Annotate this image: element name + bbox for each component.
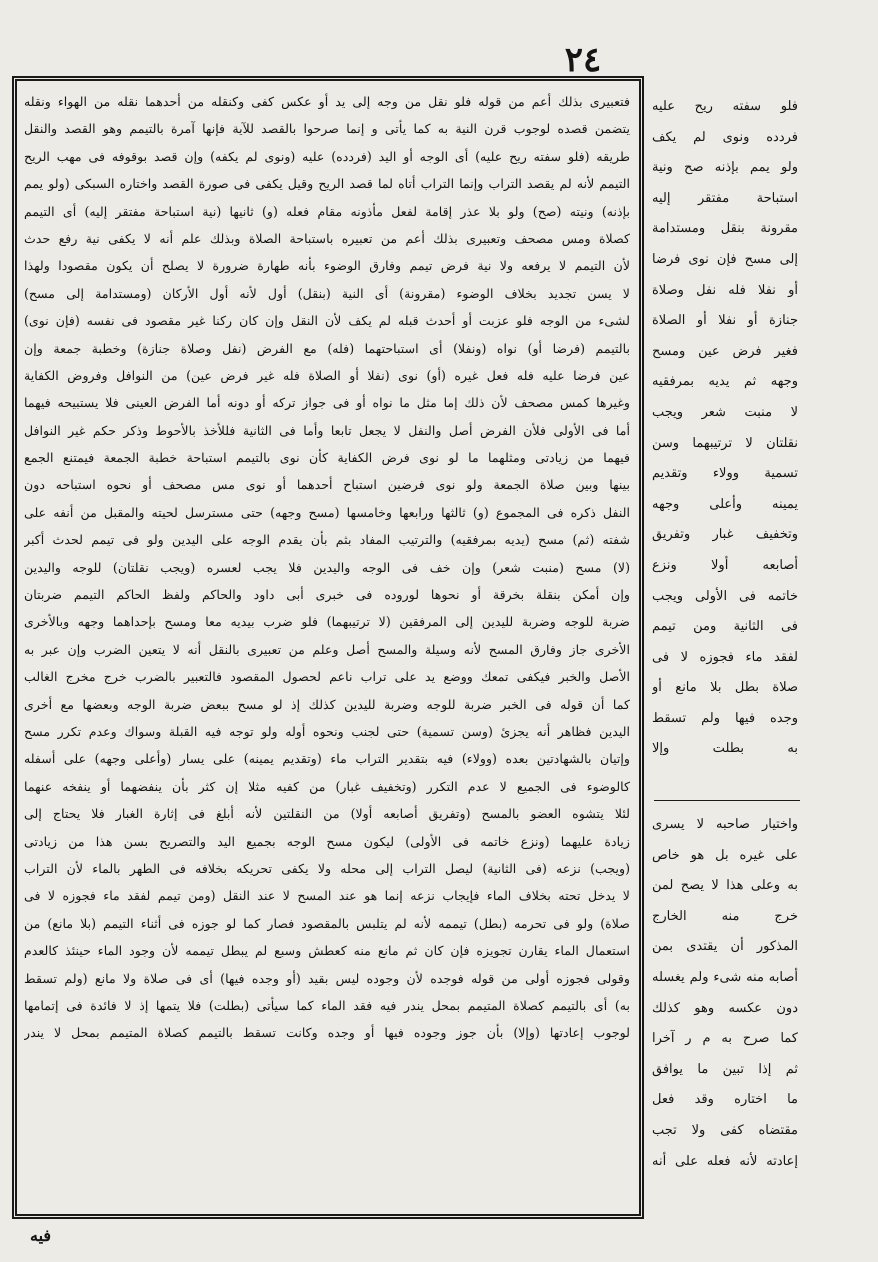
main-text-line: الأخرى جاز وفارق المسح لأنه وسيلة والمسح أصل وعلم من تعبيرى بالنقل أنه لا يتعين الضرب وإن عبر به: [24, 641, 630, 657]
main-text-block: [24, 88, 630, 1210]
margin-text-line: فلو سفته ريح عليه: [652, 99, 798, 114]
margin-text-line: نقلتان لا ترتيبهما وسن: [652, 435, 798, 451]
margin-commentary-upper: [652, 92, 798, 792]
margin-text-line: أصابعه أولا ونزع: [652, 557, 798, 573]
margin-text-line: إلى مسح فإن نوى فرضا: [652, 251, 798, 267]
margin-text-line: المذكور أن يقتدى بمن: [652, 939, 798, 955]
main-text-line: بالتيمم (فرضا أو) نواه (ونفلا) أى استباحتهما (فله) مع الفرض (نفل وصلاة جنازة) وخطبة جمعة وإن: [24, 340, 630, 356]
main-text-line: عين فرضا عليه فله فعل غيره (أو) نوى (نفلا أو الصلاة فله غير فرض عين) من النوافل وفروض الكفاية: [24, 367, 630, 383]
main-text-line: لا يدخل تحته بخلاف الماء فإيجاب نزعه إنما هو عند المسح لا عند النقل (ومن تيمم لفقد ماء فجوزه لا فى: [24, 888, 630, 904]
margin-text-line: ما اختاره وقد فعل: [652, 1092, 798, 1108]
margin-text-line: فى الثانية ومن تيمم: [652, 619, 798, 635]
main-text-line: اليدين فظاهر أنه يجزئ (وسن تسمية) حتى لجنب ونحوه أوله ولو توجه فيه القبلة وسواك وعدم تكرر مسح: [24, 723, 630, 739]
main-text-line: ضربة للوجه وضربة لليدين إلى المرفقين (لا ترتيبهما) فلو ضرب بيديه معا ومسح بإحداهما وجهه وبالأخرى: [24, 614, 630, 630]
main-text-line: لوجوب إعادتها (وإلا) بأن جوز وجوده فيها أو وجده وكانت تسقط بالتيمم كصلاة المتيمم بمحل لا يندر: [24, 1025, 630, 1041]
main-text-line: كما أن قوله فى الخبر ضربة للوجه وضربة لليدين كذلك إذ لو مسح ببعض ضربة الوجه وبعضها مع أخرى: [24, 696, 630, 712]
margin-text-line: أو نفلا فله نفل وصلاة: [652, 282, 798, 298]
margin-text-line: وتخفيف غبار وتفريق: [652, 527, 798, 543]
margin-text-line: تسمية وولاء وتقديم: [652, 466, 798, 482]
margin-text-line: ثم إذا تبين ما يوافق: [652, 1061, 798, 1077]
main-text-line: صلاة) ولو فى تحرمه (بطل) تيممه لأنه لم يتلبس بالمقصود فصار كما لو جوزه فى أثناء التيمم (بلا مانع) من: [24, 915, 630, 931]
margin-text-line: فردده ونوى لم يكف: [652, 129, 798, 145]
main-text-line: بينها وبين صلاة الجمعة ولو نوى فرضين استباح أحدهما أو نوى مس مصحف أو نحوه استباحه دون: [24, 477, 630, 493]
margin-text-line: أصابه منه شىء ولم يغسله: [652, 969, 798, 985]
margin-text-line: على غيره بل هو خاص: [652, 847, 798, 863]
margin-text-line: وجده فيها ولم تسقط: [652, 710, 798, 726]
margin-text-line: استباحة مفتقر إليه: [652, 190, 798, 206]
main-text-line: وإن أمكن بنقلة بخرقة أو نحوها لوروده فى خبرى أبى داود والحاكم ولفظ الحاكم التيمم ضربتان: [24, 587, 630, 603]
margin-text-line: خرج منه الخارج: [652, 908, 798, 924]
main-text-line: وإتيان بالشهادتين بعده (وولاء) فيه بتقدير التراب ماء (وتقديم يمينه) على يسار (وأعلى وجهه) على أسفله: [24, 751, 630, 767]
margin-text-line: صلاة بطل بلا مانع أو: [652, 680, 798, 696]
main-text-line: بإذنه) ونيته (صح) ولو بلا عذر إقامة لفعل مأذونه مقام فعله (و) ثانيها (نية استباحة مفتقر إليه) أى التيمم: [24, 203, 630, 219]
margin-text-line: به بطلت وإلا: [652, 741, 798, 757]
main-text-line: يتضمن قصده لوجوب قرن النية به كما يأتى و إنما صرحوا بالقصد للآية فإنها آمرة بالتيمم وهو القصد والنقل: [24, 121, 630, 137]
margin-text-line: جنازة أو نفلا أو الصلاة: [652, 313, 798, 329]
main-text-line: فتعبيرى بذلك أعم من قوله فلو نقل من وجه إلى يد أو عكس كفى وكنقله من أحدهما نقله من الهواء ونقله: [24, 94, 630, 109]
margin-text-line: يمينه وأعلى وجهه: [652, 496, 798, 512]
main-text-line: لشىء من الوجه فلو عزبت أو أحدث قبله لم يكف لأن النقل وإن كان ركنا غير مقصود فى نفسه (فإن نوى): [24, 313, 630, 329]
main-text-line: لا يسن تجديد بخلاف الوضوء (مقرونة) أى النية (بنقل) أول لأنه أول الأركان (ومستدامة إلى مسح): [24, 285, 630, 301]
main-text-line: كالوضوء فى الجميع لا عدم التكرر (وتخفيف غبار) من كفيه مثلا إن كثر بأن ينفضهما أو ينفخه عنهما: [24, 778, 630, 794]
margin-text-line: فغير فرض عين ومسح: [652, 343, 798, 359]
main-text-line: (ويجب) نزعه (فى الثانية) ليصل التراب إلى محله ولا يكفى تحريكه بخلافه فى الطهر بالماء لأن التراب: [24, 860, 630, 876]
margin-divider: [654, 800, 800, 801]
main-text-line: استعمال الماء يقارن تجويزه فإن كان ثم مانع منه كعطش وسبع لم يبطل تيممه لأن وجود الماء حينئذ كالعدم: [24, 943, 630, 959]
main-text-line: لئلا يتشوه العضو بالمسح (وتفريق أصابعه أولا) من النقلتين لأنه أبلغ فى إثارة الغبار فلا يحتاج إلى: [24, 806, 630, 822]
main-text-line: النفل ذكره فى المجموع (و) ثالثها ورابعها وخامسها (مسح وجهه) حتى مسترسل لحيته والمقبل من أنفه على: [24, 504, 630, 520]
page-number: ٢٤: [564, 40, 602, 80]
main-text-line: وغيرها كمس مصحف لأن ذلك إما مثل ما نواه أو فى جواز تركه أو دونه أما الفرض العينى فلا يستبيحه فيهما: [24, 395, 630, 411]
main-text-line: التيمم لأنه لم يقصد التراب وإنما التراب أتاه لما قصد الريح وقيل يكفى فى صورة القصد واختاره السبكى (ولو يمم: [24, 176, 630, 192]
margin-commentary-lower: [652, 810, 798, 1210]
main-text-line: أما فى الأولى فلأن الفرض أصل والنفل لا يجعل تابعا وأما فى الثانية فللأخذ بالأحوط وذكر حكم غير النوافل: [24, 422, 630, 438]
margin-text-line: إعادته لأنه فعله على أنه: [652, 1153, 798, 1169]
main-text-line: كصلاة ومس مصحف وتعبيرى بذلك أعم من تعبيره باستباحة الصلاة وبذلك علم أنه لا يكفى نية رفع حدث: [24, 230, 630, 246]
margin-text-line: مقرونة بنقل ومستدامة: [652, 221, 798, 237]
catchword: فيه: [30, 1226, 52, 1245]
main-text-line: الأصل والخبر فيكفى تمعك ووضع يد على تراب ناعم لحصول المقصود فالتعبير بالضرب خرج مخرج الغالب: [24, 669, 630, 685]
margin-text-line: مقتضاه كفى ولا تجب: [652, 1122, 798, 1138]
margin-text-line: ولو يمم بإذنه صح ونية: [652, 160, 798, 176]
margin-text-line: كما صرح به م ر آخرا: [652, 1031, 798, 1047]
main-text-line: لأن التيمم لا يرفعه ولا نية فرض تيمم وفارق الوضوء بأنه طهارة ضرورة لا يصلح أن يكون مقصودا ولهذا: [24, 258, 630, 274]
margin-text-line: وجهه ثم يديه بمرفقيه: [652, 374, 798, 390]
main-text-line: (لا) مسح (منبت شعر) وإن خف فى الوجه واليدين فلا يجب لعسره (ويجب نقلتان) للوجه واليدين: [24, 559, 630, 575]
main-text-line: وقولى فجوزه أولى من قوله فوجده لأن وجوده ليس بقيد (أو وجده فيها) أى فى صلاة ولا مانع (ولم تسقط: [24, 970, 630, 986]
main-text-line: طريقه (فلو سفته ريح عليه) أى الوجه أو اليد (فردده) عليه (ونوى لم يكفه) وإن قصد بوقوفه فى مهب الريح: [24, 148, 630, 164]
main-text-line: شفته (ثم) مسح (يديه بمرفقيه) والترتيب المفاد بثم بأن يقدم الوجه على اليدين ولو فى تيمم لحدث أكبر: [24, 532, 630, 548]
margin-text-line: لفقد ماء فجوزه لا فى: [652, 649, 798, 665]
main-text-line: فيهما من زيادتى ومثلهما ما لو نوى فرض الكفاية كأن نوى بالتيمم استباحة خطبة الجمعة فيمتنع الجمع: [24, 450, 630, 466]
margin-text-line: خاتمه فى الأولى ويجب: [652, 588, 798, 604]
main-text-line: به) أى بالتيمم كصلاة المتيمم بمحل يندر فيه فقد الماء كما سيأتى (بطلت) فلا يتمها إذ لا فائدة فى إتمامها: [24, 997, 630, 1013]
main-text-line: زيادة عليهما (ونزع خاتمه فى الأولى) ليكون مسح الوجه بجميع اليد والتصريح بسن هذا من زيادتى: [24, 833, 630, 849]
margin-text-line: لا منبت شعر ويجب: [652, 404, 798, 420]
margin-text-line: واختيار صاحبه لا يسرى: [652, 817, 798, 832]
margin-text-line: به وعلى هذا لا يصح لمن: [652, 878, 798, 894]
margin-text-line: دون عكسه وهو كذلك: [652, 1000, 798, 1016]
